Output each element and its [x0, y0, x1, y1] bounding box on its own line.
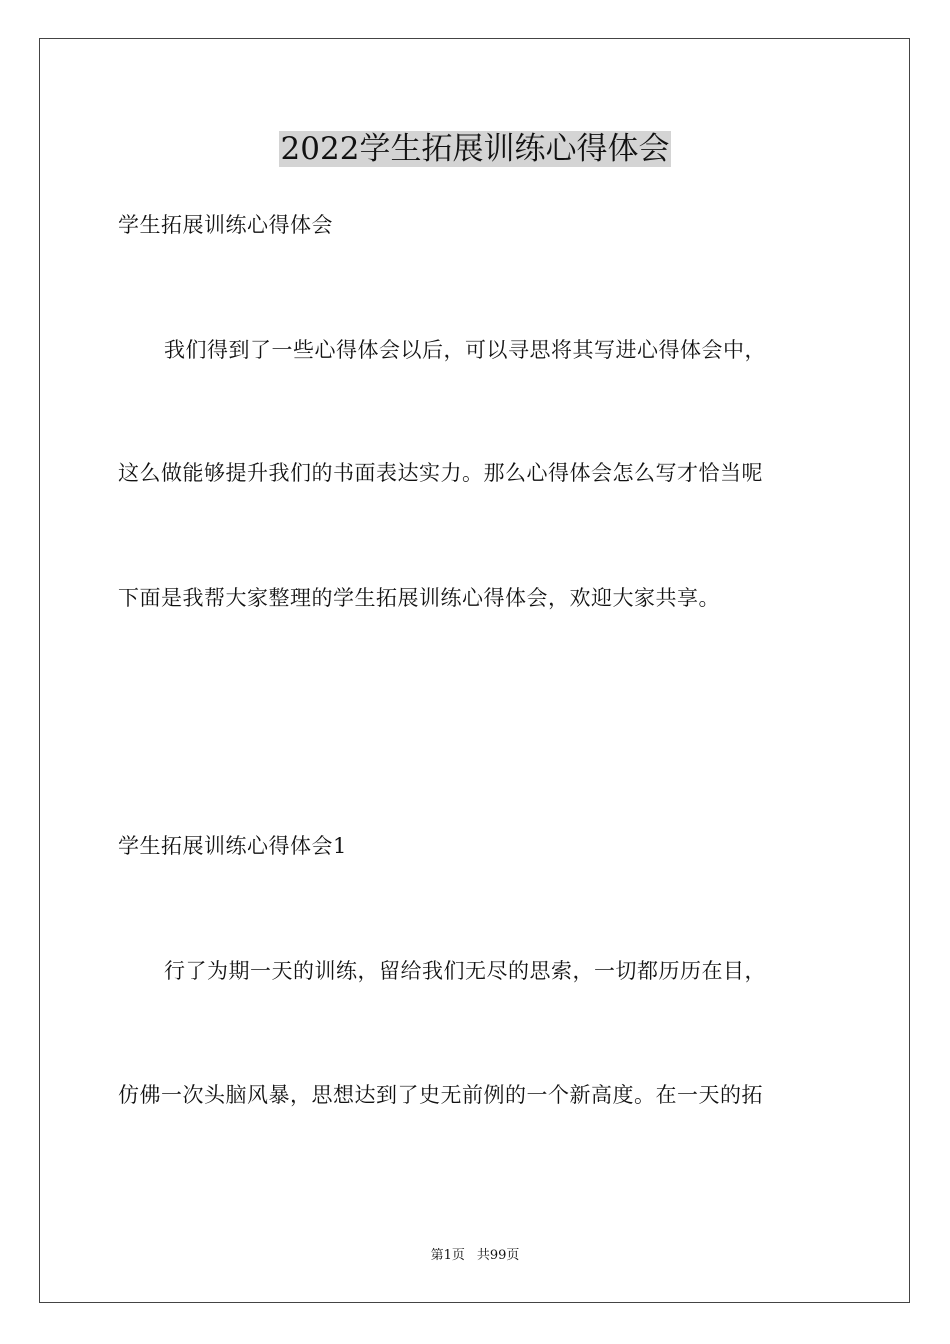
- document-title: [0, 128, 950, 170]
- document-title-text: 2022学生拓展训练心得体会: [280, 131, 670, 167]
- document-subtitle: 学生拓展训练心得体会: [118, 213, 333, 237]
- section-heading: 学生拓展训练心得体会1: [118, 834, 347, 858]
- intro-line-1: 我们得到了一些心得体会以后，可以寻思将其写进心得体会中，: [164, 338, 766, 362]
- page-footer: [0, 1247, 950, 1265]
- intro-line-3: 下面是我帮大家整理的学生拓展训练心得体会，欢迎大家共享。: [118, 586, 720, 610]
- page-total: 共99页: [476, 1248, 520, 1263]
- page-number: 第1页: [430, 1248, 465, 1263]
- section-line-1: 行了为期一天的训练，留给我们无尽的思索，一切都历历在目，: [164, 959, 766, 983]
- section-line-2: 仿佛一次头脑风暴，思想达到了史无前例的一个新高度。在一天的拓: [118, 1083, 763, 1107]
- intro-line-2: 这么做能够提升我们的书面表达实力。那么心得体会怎么写才恰当呢: [118, 461, 763, 485]
